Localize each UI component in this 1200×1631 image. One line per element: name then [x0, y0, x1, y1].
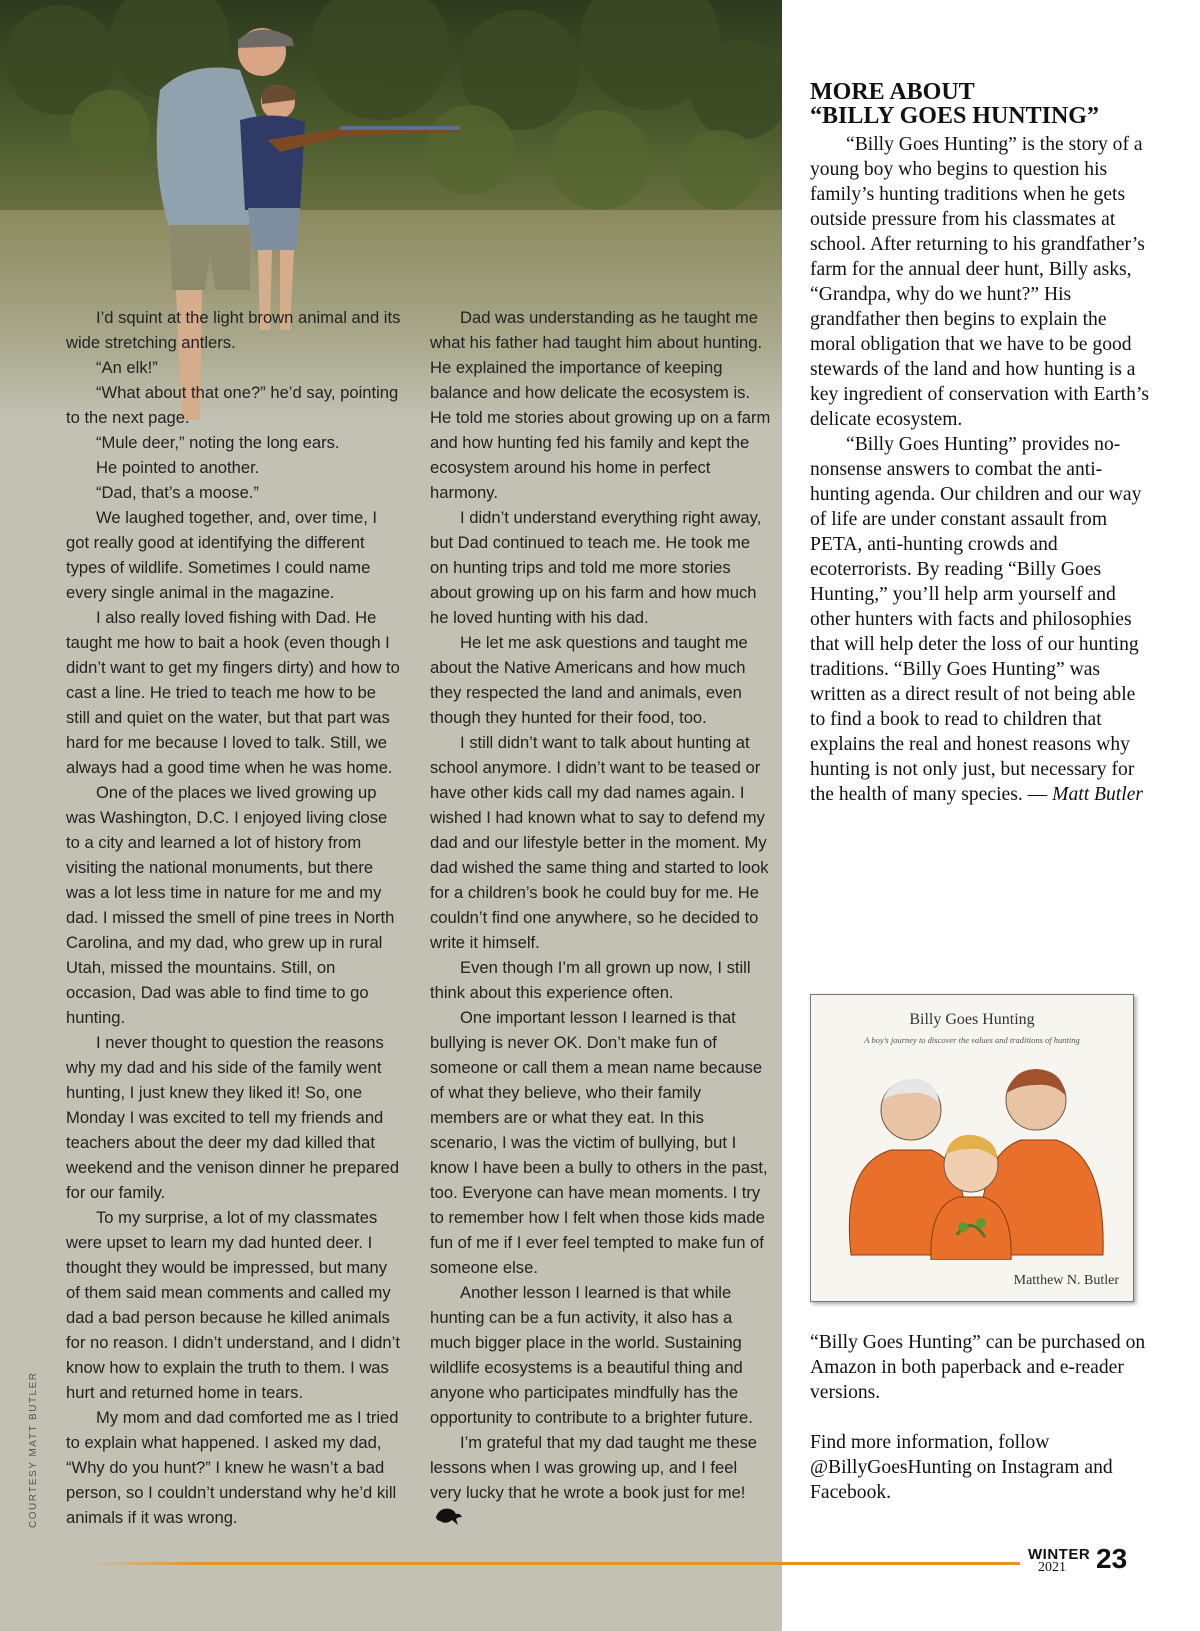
- sidebar: [810, 80, 1150, 807]
- sidebar-paragraph-1: “Billy Goes Hunting” is the story of a young boy who begins to question his family’s hunting traditions when he gets outside pressure from his classmates at school. After returning to his grandfather’s farm for the annual deer hunt, Billy asks, “Grandpa, why do we hunt?” His grandfather then begins to explain the moral obligation that we have to be good stewards of the land and how hunting is a key ingredient of conservation with Earth’s delicate ecosystem.: [810, 134, 1149, 430]
- sidebar-body: [810, 132, 1150, 807]
- article-paragraph: My mom and dad comforted me as I tried to explain what happened. I asked my dad, “Why do you hunt?” I knew he wasn’t a bad person, so I couldn’t understand why he’d kill animals if it was wrong.: [66, 1408, 399, 1527]
- article-paragraph: Even though I’m all grown up now, I still think about this experience often.: [430, 958, 751, 1002]
- purchase-info: [810, 1330, 1150, 1530]
- article-paragraph: “Mule deer,” noting the long ears.: [96, 433, 340, 452]
- article-paragraph: He pointed to another.: [96, 458, 260, 477]
- sidebar-title: [810, 80, 1150, 128]
- end-mark-icon: [434, 1505, 464, 1527]
- issue-season: WINTER: [1028, 1546, 1091, 1563]
- article-paragraph: Dad was understanding as he taught me what his father had taught him about hunting. He explained the importance of keeping balance and how delicate the ecosystem is. He told me stories about growing up on a farm and how hunting fed his family and kept the ecosystem around his home in perfect harmony.: [430, 308, 771, 502]
- sidebar-title-line-2: “BILLY GOES HUNTING”: [810, 103, 1099, 129]
- book-cover-author: Matthew N. Butler: [1013, 1273, 1119, 1288]
- footer-rule: [90, 1562, 1020, 1565]
- sidebar-paragraph-2-text: “Billy Goes Hunting” provides no-nonsense answers to combat the anti-hunting agenda. Our children and our way of life are under constant assault from PETA, anti-hunting crowds and ecoterrorists. By reading “Billy Goes Hunting,” you’ll help arm yourself and other hunters with facts and philosophies that will help deter the loss of our hunting traditions. “Billy Goes Hunting” was written as a direct result of not being able to find a book to read to children that explains the real and honest reasons why hunting is not only just, but necessary for the health of many species. —: [810, 434, 1142, 805]
- sidebar-title-line-1: MORE ABOUT: [810, 79, 975, 105]
- social-text: Find more information, follow @BillyGoesHunting on Instagram and Facebook.: [810, 1432, 1113, 1503]
- article-column-1: [66, 305, 404, 1530]
- article-paragraph: I’d squint at the light brown animal and its wide stretching antlers.: [66, 308, 401, 352]
- article-paragraph: One important lesson I learned is that bullying is never OK. Don’t make fun of someone or call them a mean name because of what they believe, who their family members are or what they eat. In this scenario, I was the victim of bullying, but I know I have been a bully to others in the past, too. Everyone can have mean moments. I try to remember how I felt when those kids made fun of me if I ever feel tempted to make fun of someone else.: [430, 1008, 768, 1277]
- article-paragraph: Another lesson I learned is that while hunting can be a fun activity, it also has a much bigger place in the world. Sustaining wildlife ecosystems is a beautiful thing and anyone who participates mindfully has the opportunity to contribute to a brighter future.: [430, 1283, 753, 1427]
- issue-year: 2021: [1038, 1560, 1066, 1575]
- sidebar-author: Matt Butler: [1052, 784, 1144, 805]
- article-paragraph: To my surprise, a lot of my classmates were upset to learn my dad hunted deer. I thought they would be impressed, but many of them said mean comments and called my dad a bad person because he killed animals for no reason. I didn’t understand, and I didn’t know how to explain the truth to them. I was hurt and returned home in tears.: [66, 1208, 400, 1402]
- article-paragraph: I still didn’t want to talk about hunting at school anymore. I didn’t want to be teased or have other kids call my dad names again. I wished I had known what to say to defend my dad and our lifestyle better in the moment. My dad wished the same thing and started to look for a children’s book he could buy for me. He couldn’t find one anywhere, so he decided to write it himself.: [430, 733, 769, 952]
- article-column-2: [430, 305, 772, 1530]
- article-paragraph: One of the places we lived growing up was Washington, D.C. I enjoyed living close to a city and learned a lot of history from visiting the national monuments, but there was a lot less time in nature for me and my dad. I missed the smell of pine trees in North Carolina, and my dad, who grew up in rural Utah, missed the mountains. Still, on occasion, Dad was able to find time to go hunting.: [66, 783, 395, 1027]
- sidebar-paragraph-2: [810, 432, 1150, 807]
- article-paragraph: “What about that one?” he’d say, pointing to the next page.: [66, 383, 399, 427]
- article-paragraph: I also really loved fishing with Dad. He taught me how to bait a hook (even though I didn’t want to get my fingers dirty) and how to cast a line. He tried to teach me how to be still and quiet on the water, but that part was hard for me because I loved to talk. Still, we always had a good time when he was home.: [66, 608, 400, 777]
- book-cover-subtitle: A boy’s journey to discover the values and traditions of hunting: [864, 1035, 1080, 1045]
- article-paragraph: “An elk!”: [96, 358, 158, 377]
- photo-credit: COURTESY MATT BUTLER: [28, 1371, 39, 1528]
- article-paragraph: I never thought to question the reasons why my dad and his side of the family went hunting, I just knew they liked it! So, one Monday I was excited to tell my friends and teachers about the deer my dad killed that weekend and the venison dinner he prepared for our family.: [66, 1033, 400, 1202]
- book-cover-illustration: [831, 1055, 1113, 1260]
- issue-label: [1028, 1546, 1090, 1586]
- book-cover: [810, 994, 1134, 1302]
- article-paragraph: We laughed together, and, over time, I got really good at identifying the different types of wildlife. Sometimes I could name every single animal in the magazine.: [66, 508, 378, 602]
- page-number: 23: [1096, 1543, 1128, 1574]
- book-cover-title: Billy Goes Hunting: [909, 1011, 1035, 1028]
- closing-paragraph-text: I’m grateful that my dad taught me these lessons when I was growing up, and I feel very lucky that he wrote a book just for me!: [430, 1433, 758, 1502]
- article-paragraph: He let me ask questions and taught me about the Native Americans and how much they respected the land and animals, even though they hunted for their food, too.: [430, 633, 748, 727]
- purchase-text: “Billy Goes Hunting” can be purchased on Amazon in both paperback and e-reader versions.: [810, 1332, 1146, 1403]
- article-paragraph: “Dad, that’s a moose.”: [96, 483, 259, 502]
- article-paragraph: [430, 1430, 772, 1530]
- article-paragraph: I didn’t understand everything right away, but Dad continued to teach me. He took me on hunting trips and told me more stories about growing up on his farm and how much he loved hunting with his dad.: [430, 508, 762, 627]
